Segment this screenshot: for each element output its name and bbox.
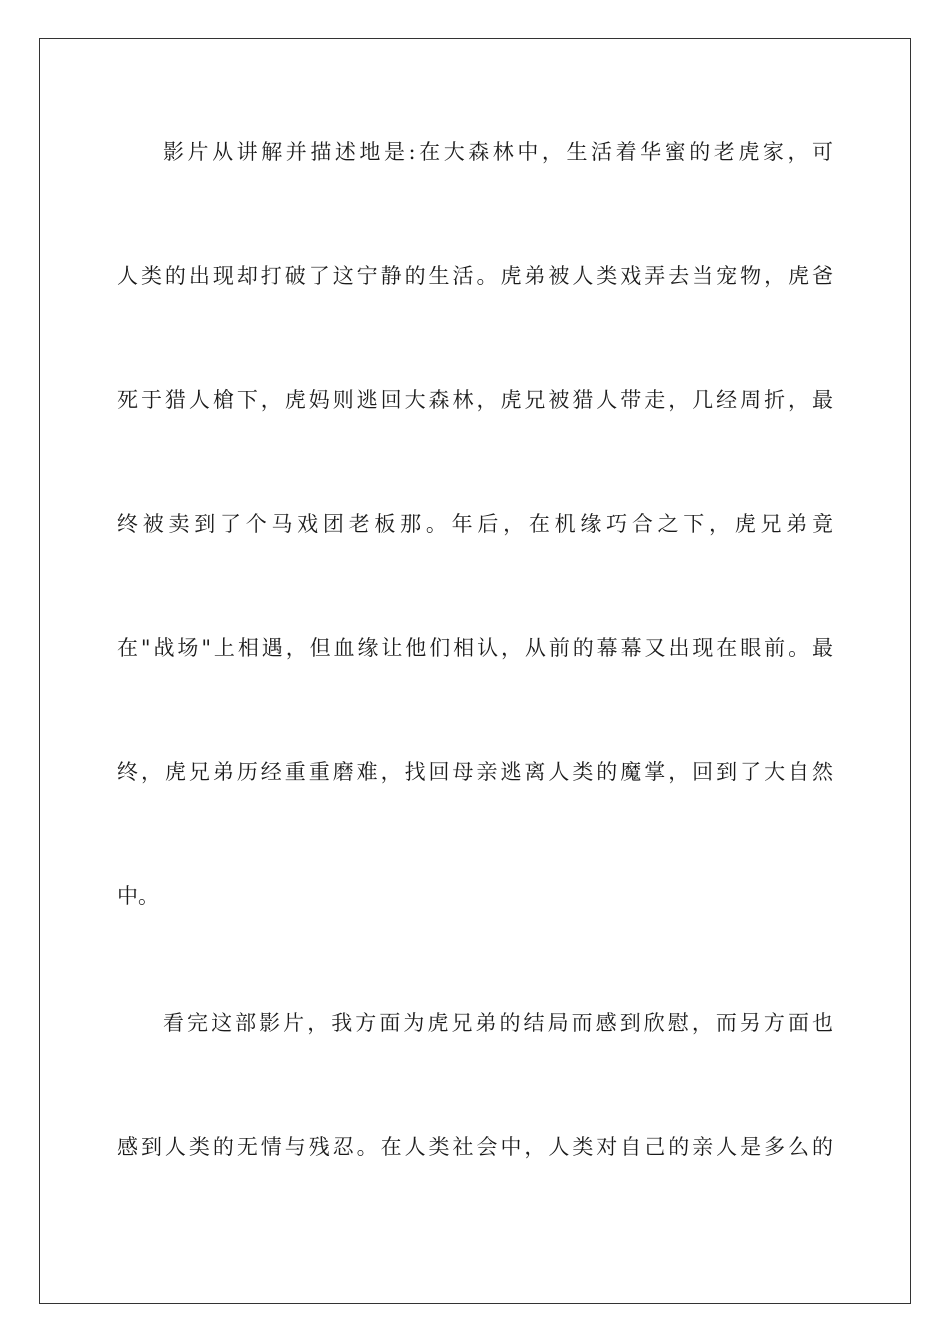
paragraph-1-line-7: 中。	[117, 884, 159, 908]
page-border	[39, 38, 911, 1304]
paragraph-1-line-6: 终，虎兄弟历经重重磨难，找回母亲逃离人类的魔掌，回到了大自然	[117, 760, 833, 784]
paragraph-1-line-4: 终被卖到了个马戏团老板那。年后，在机缘巧合之下，虎兄弟竟	[117, 512, 833, 536]
paragraph-1-line-2: 人类的出现却打破了这宁静的生活。虎弟被人类戏弄去当宠物，虎爸	[117, 264, 833, 288]
paragraph-2-line-1: 看完这部影片，我方面为虎兄弟的结局而感到欣慰，而另方面也	[163, 1011, 833, 1035]
paragraph-1-line-3: 死于猎人槍下，虎妈则逃回大森林，虎兄被猎人带走，几经周折，最	[117, 388, 833, 412]
paragraph-1-line-5: 在"战场"上相遇，但血缘让他们相认，从前的幕幕又出现在眼前。最	[117, 636, 833, 660]
paragraph-2-line-2: 感到人类的无情与残忍。在人类社会中，人类对自己的亲人是多么的	[117, 1135, 833, 1159]
paragraph-1-line-1: 影片从讲解并描述地是:在大森林中，生活着华蜜的老虎家，可	[163, 140, 833, 164]
